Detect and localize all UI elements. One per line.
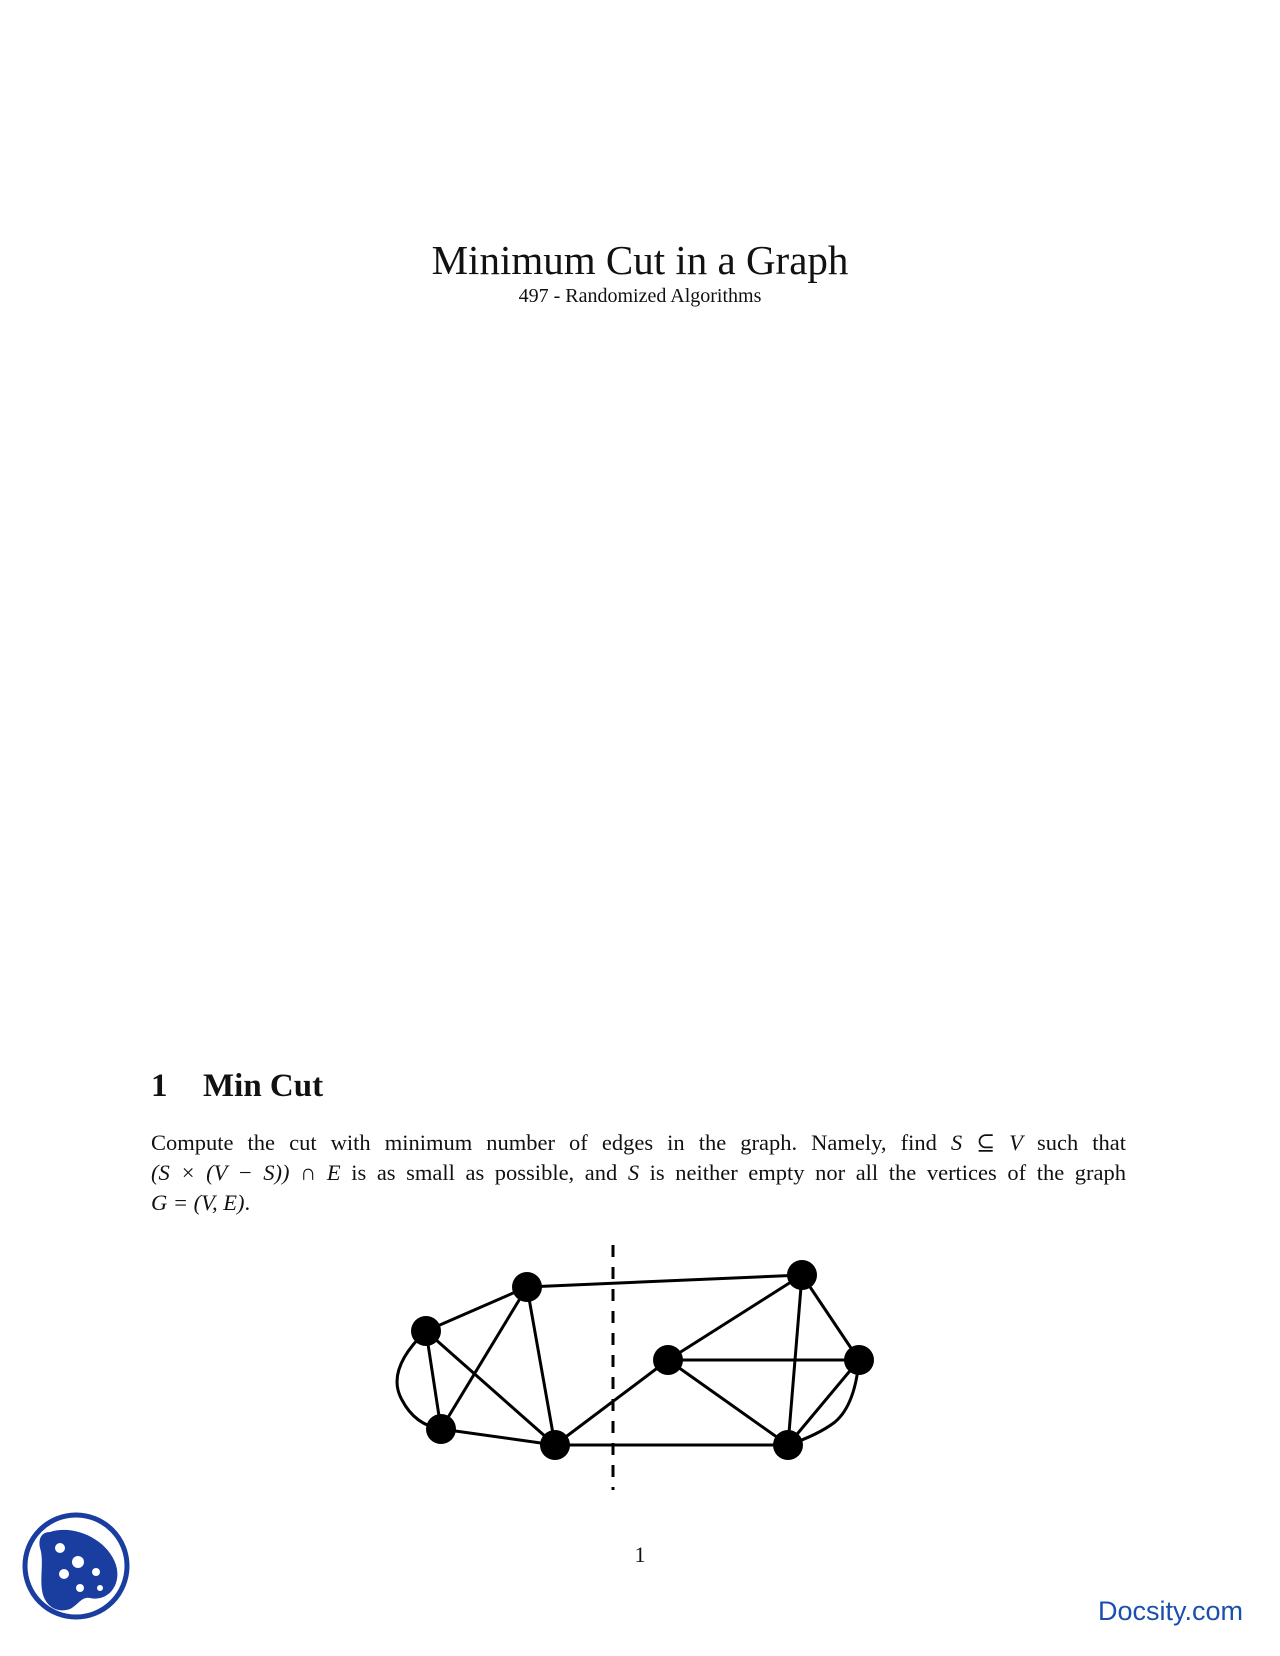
graph-vertex xyxy=(844,1345,874,1375)
section-number: 1 xyxy=(151,1068,168,1104)
graph-vertex xyxy=(540,1430,570,1460)
page-title: Minimum Cut in a Graph xyxy=(431,237,849,283)
docsity-brand-text[interactable]: Docsity.com xyxy=(1098,1596,1244,1626)
graph-vertex xyxy=(411,1316,441,1346)
docsity-logo-icon xyxy=(20,1510,132,1622)
page-number: 1 xyxy=(634,1542,646,1567)
math-cut-set: (S × (V − S)) ∩ E xyxy=(151,1160,341,1185)
page-subtitle: 497 - Randomized Algorithms xyxy=(518,285,762,307)
graph-edge xyxy=(527,1275,802,1287)
math-graph: G = (V, E) xyxy=(151,1190,245,1215)
graph-edge xyxy=(802,1275,859,1360)
graph-edge xyxy=(426,1287,527,1331)
min-cut-graph-figure xyxy=(380,1230,900,1510)
graph-edges xyxy=(397,1275,859,1445)
graph-edge xyxy=(668,1275,802,1360)
graph-vertex xyxy=(512,1272,542,1302)
paragraph-line-3: G = (V, E). xyxy=(151,1190,251,1215)
math-s: S xyxy=(627,1160,640,1185)
graph-vertex xyxy=(787,1260,817,1290)
section-heading xyxy=(151,1066,323,1106)
math-subset: S ⊆ V xyxy=(950,1130,1023,1155)
graph-edge xyxy=(527,1287,555,1445)
graph-vertex xyxy=(426,1414,456,1444)
graph-edge xyxy=(668,1360,788,1445)
paragraph-line-2: (S × (V − S)) ∩ E is as small as possible, and S is neither empty nor all the vertices of the graph xyxy=(151,1160,1126,1185)
graph-vertex xyxy=(773,1430,803,1460)
graph-vertex xyxy=(653,1345,683,1375)
section-title: Min Cut xyxy=(203,1068,324,1104)
paragraph-line-1: Compute the cut with minimum number of edges in the graph. Namely, find S ⊆ V such that xyxy=(151,1130,1126,1155)
body-paragraph xyxy=(151,1128,1126,1218)
